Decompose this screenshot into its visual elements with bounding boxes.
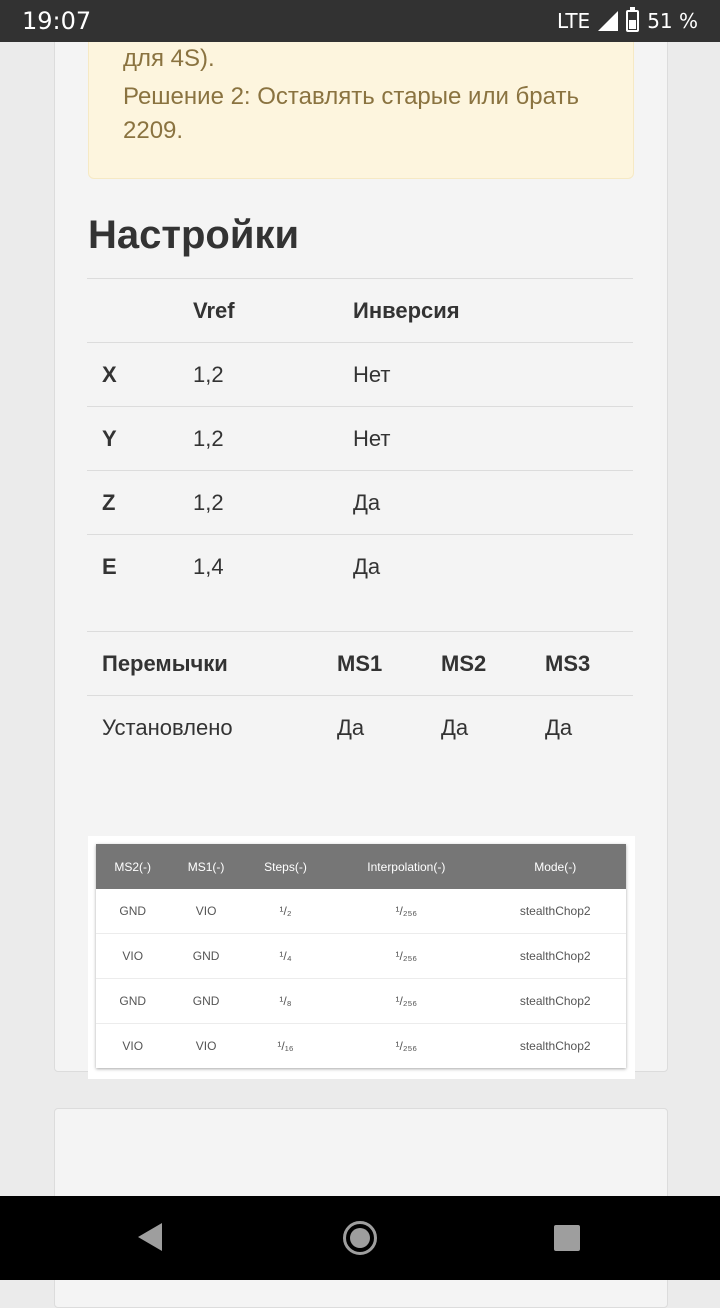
jumper-label-cell: Установлено <box>87 696 322 760</box>
alert-solution: Решение 2: Оставлять старые или брать 2209. <box>123 83 579 144</box>
status-icons <box>557 9 698 33</box>
table-cell: ¹/₂₅₆ <box>328 934 484 979</box>
jumpers-table <box>87 631 633 760</box>
axis-cell: Y <box>87 407 178 471</box>
inversion-cell: Да <box>338 471 633 535</box>
battery-percent: 51 % <box>647 9 698 33</box>
table-cell: ¹/₂₅₆ <box>328 979 484 1024</box>
back-icon[interactable] <box>138 1223 162 1251</box>
status-bar <box>0 0 720 42</box>
table-cell: stealthChop2 <box>519 1038 591 1053</box>
table-cell: stealthChop2 <box>484 934 626 979</box>
table-cell: ¹/₂ <box>243 889 328 934</box>
table-cell: VIO <box>169 889 242 934</box>
vref-cell: 1,2 <box>178 343 338 407</box>
table-row <box>87 343 633 407</box>
microstep-table <box>96 844 626 1068</box>
table-cell: stealthChop2 <box>484 889 626 934</box>
article-card <box>54 0 668 1072</box>
jumper-cell: Да <box>530 696 633 760</box>
table-cell: ¹/₄ <box>243 934 328 979</box>
alert-text-cut: для 4S). <box>123 45 215 72</box>
network-type: LTE <box>556 9 591 33</box>
jumper-cell: Да <box>322 696 426 760</box>
table-row <box>96 979 626 1024</box>
table-row <box>87 407 633 471</box>
table-cell: GND <box>169 979 242 1024</box>
header-cell: Перемычки <box>87 632 322 696</box>
header-cell: Mode(-) <box>484 844 626 889</box>
header-cell: Interpolation(-) <box>328 844 484 889</box>
header-cell: MS2(-) <box>96 844 169 889</box>
table-cell: ¹/₂₅₆ <box>328 889 484 934</box>
axis-cell: X <box>87 343 178 407</box>
header-cell: MS1 <box>322 632 426 696</box>
vref-cell: 1,4 <box>178 535 338 599</box>
header-cell <box>87 279 178 343</box>
settings-table <box>87 278 633 599</box>
table-cell: GND <box>96 889 169 934</box>
table-row <box>96 889 626 934</box>
header-cell: Vref <box>178 279 338 343</box>
signal-icon <box>598 11 618 31</box>
header-cell: MS2 <box>426 632 530 696</box>
table-header-row <box>96 844 626 889</box>
settings-heading: Настройки <box>88 213 300 257</box>
header-cell: Инверсия <box>338 279 633 343</box>
inversion-cell: Нет <box>338 407 633 471</box>
vref-cell: 1,2 <box>178 471 338 535</box>
table-cell: stealthChop2 <box>484 979 626 1024</box>
battery-icon <box>626 10 639 32</box>
table-row <box>96 934 626 979</box>
status-time: 19:07 <box>22 7 92 35</box>
table-cell: VIO <box>122 1038 144 1053</box>
axis-cell: E <box>87 535 178 599</box>
table-row <box>87 535 633 599</box>
table-cell: GND <box>96 979 169 1024</box>
recent-apps-icon[interactable] <box>554 1225 580 1251</box>
microstep-table-frame <box>96 844 626 1068</box>
jumper-cell: Да <box>426 696 530 760</box>
table-cell: VIO <box>195 1038 217 1053</box>
header-cell: Steps(-) <box>243 844 328 889</box>
navigation-bar <box>0 1196 720 1280</box>
table-cell: VIO <box>96 934 169 979</box>
axis-cell: Z <box>87 471 178 535</box>
home-icon[interactable] <box>343 1221 377 1255</box>
page-content[interactable] <box>0 42 720 1196</box>
inversion-cell: Нет <box>338 343 633 407</box>
table-row <box>96 1023 626 1068</box>
table-row <box>87 471 633 535</box>
table-header-row <box>87 632 633 696</box>
header-cell: MS1(-) <box>169 844 242 889</box>
table-row <box>87 696 633 760</box>
header-cell: MS3 <box>530 632 633 696</box>
microstep-table-image <box>88 836 635 1079</box>
vref-cell: 1,2 <box>178 407 338 471</box>
table-cell: ¹/₂₅₆ <box>395 1038 418 1053</box>
table-cell: ¹/₁₆ <box>277 1038 294 1053</box>
inversion-cell: Да <box>338 535 633 599</box>
table-cell: ¹/₈ <box>243 979 328 1024</box>
table-header-row <box>87 279 633 343</box>
table-cell: GND <box>169 934 242 979</box>
